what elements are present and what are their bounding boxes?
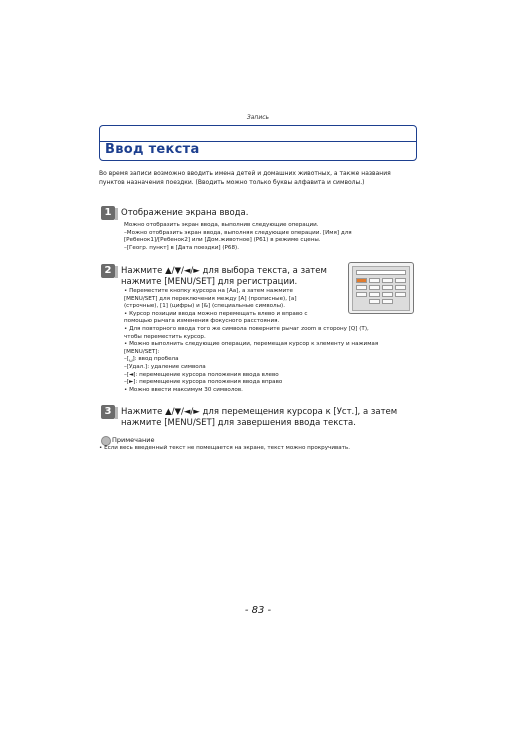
step-2-title: Нажмите ▲/▼/◄/► для выбора текста, а затем нажмите [MENU/SET] для регистрации. <box>121 266 327 287</box>
bullet: • Можно выполнить следующие операции, перемещая курсор к элементу и нажимая <box>124 341 379 348</box>
bullet: • Переместите кнопку курсора на [Aa], а затем нажмите <box>124 288 293 294</box>
title-bar <box>100 126 416 142</box>
bullet: (строчные), [1] (цифры) и [&] (специальные символы). <box>124 303 285 310</box>
bullet: Можно отобразить экран ввода, выполнив следующие операции. <box>124 222 319 228</box>
page-number: - 83 - <box>244 605 272 616</box>
bullet: –[◄]: перемещение курсора положения ввода влево <box>124 371 279 378</box>
step-2-bullets <box>124 288 414 394</box>
step-1-bullets <box>124 222 424 252</box>
title-box <box>99 125 417 161</box>
text-input-box <box>356 270 406 275</box>
step-2-badge: 2 <box>101 264 115 278</box>
key <box>395 278 406 283</box>
bullet: помощью рычага изменения фокусного расстояния. <box>124 318 280 325</box>
step-3-title: Нажмите ▲/▼/◄/► для перемещения курсора к [Уст.], а затем нажмите [MENU/SET] для завершения ввода текста. <box>121 407 398 428</box>
intro-text: Во время записи возможно вводить имена детей и домашних животных, а также названия пунктов назначения поездки. (Вводить можно только буквы алфавита и символы.) <box>99 170 391 186</box>
bullet: –Можно отобразить экран ввода, выполняя следующие операции. [Имя] для <box>124 229 352 236</box>
bullet: [MENU/SET]: <box>124 348 160 355</box>
key <box>369 278 380 283</box>
key <box>356 278 367 283</box>
bullet: –[►]: перемещение курсора положения ввода вправо <box>124 379 283 386</box>
bullet: –[Геогр. пункт] в [Дата поездки] (P68). <box>124 244 240 251</box>
bullet: • Курсор позиции ввода можно перемещать влево и вправо с <box>124 310 308 317</box>
section-header: Запись <box>246 114 270 121</box>
bullet: чтобы переместить курсор. <box>124 333 206 340</box>
page-title: Ввод текста <box>105 142 200 157</box>
bullet: [MENU/SET] для переключения между [A] (прописные), [a] <box>124 295 297 302</box>
bullet: • Для повторного ввода того же символа поверните рычаг zoom в сторону [Q] (T), <box>124 325 369 332</box>
note-text: • Если весь введенный текст не помещается на экране, текст можно прокручивать. <box>99 445 351 451</box>
step-3-badge: 3 <box>101 405 115 419</box>
note-title: Примечание <box>112 436 155 444</box>
step-1-title: Отображение экрана ввода. <box>121 208 249 218</box>
bullet: –[Удал.]: удаление символа <box>124 363 206 370</box>
bullet: • Можно ввести максимум 30 символов. <box>124 386 243 393</box>
bullet: –[␣]: ввод пробела <box>124 356 179 363</box>
bullet: [Ребенок1]/[Ребенок2] или [Дом.животное] (P61) в режиме сцены. <box>124 237 321 244</box>
step-1-badge: 1 <box>101 206 115 220</box>
key <box>382 278 393 283</box>
